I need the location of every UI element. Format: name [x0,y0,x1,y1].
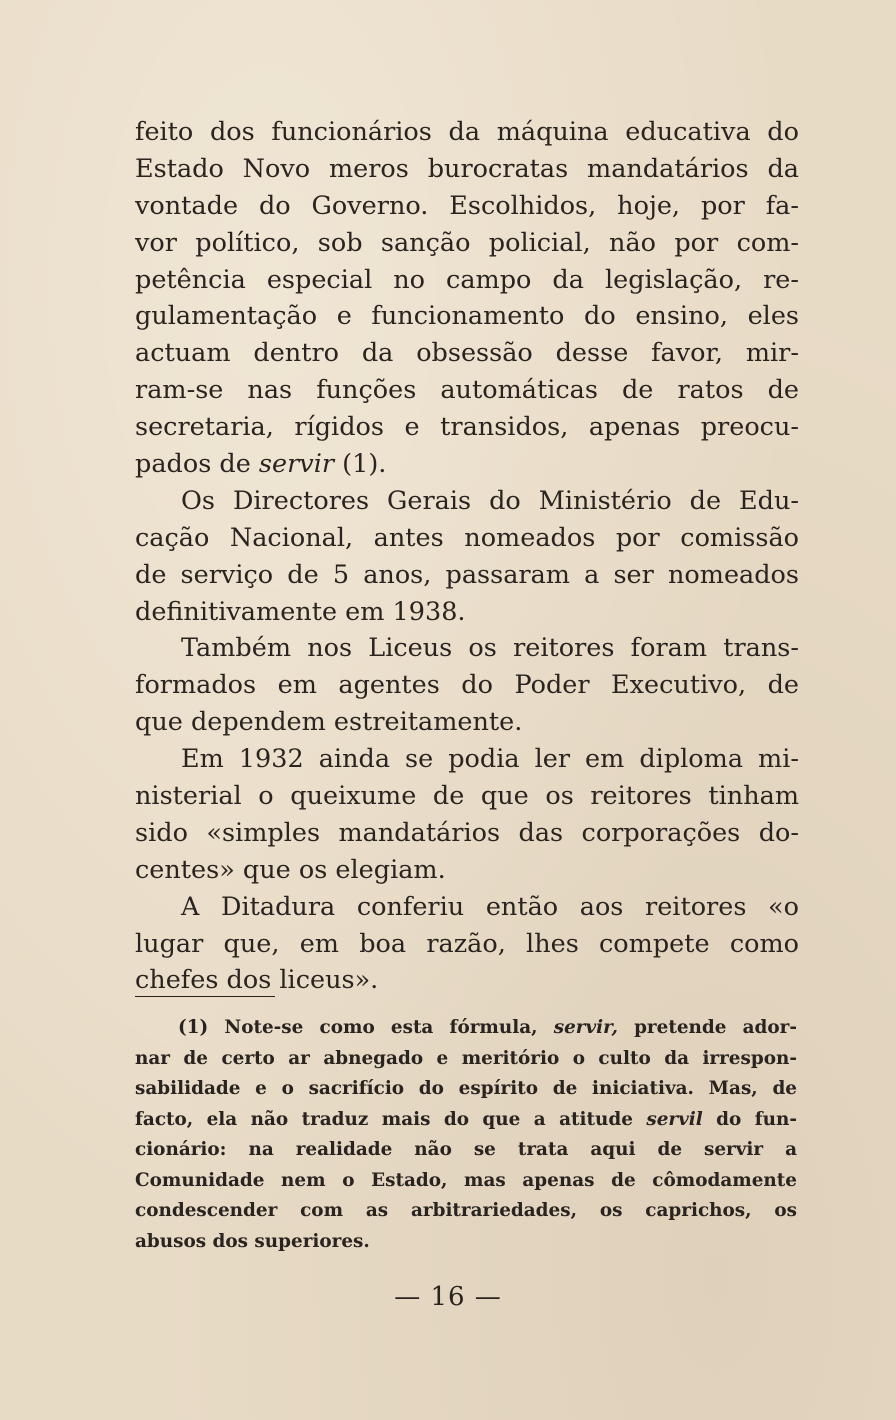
text-line: de serviço de 5 anos, passaram a ser nomeados [135,559,799,590]
text-fragment: facto, ela não traduz mais do que a atitude [135,1108,647,1130]
text-line: vor político, sob sanção policial, não por com- [135,227,799,258]
text-line: feito dos funcionários da máquina educativa do [135,117,799,147]
text-line: secretaria, rígidos e transidos, apenas preocu- [135,412,799,443]
text-line: formados em agentes do Poder Executivo, de [135,670,799,701]
text-line: chefes dos liceus». [135,965,379,996]
text-line: actuam dentro da obsessão desse favor, mir- [135,338,799,369]
page-number: — 16 — [394,1282,502,1312]
text-line: petência especial no campo da legislação, re- [135,264,799,295]
footnote-line: condescender com as arbitrariedades, os caprichos, os [135,1200,797,1221]
emphasis-servil: servil [646,1108,703,1130]
text-fragment: (1) Note-se como esta fórmula, [178,1017,554,1038]
text-line [135,446,799,483]
text-line: centes» que os elegiam. [135,854,446,885]
text-line: ram-se nas funções automáticas de ratos de [135,375,799,406]
text-line: vontade do Governo. Escolhidos, hoje, por fa- [135,190,799,221]
footnote-line: Comunidade nem o Estado, mas apenas de cômodamente [135,1169,797,1191]
text-line: Estado Novo meros burocratas mandatários da [135,153,799,184]
footnote-line: abusos dos superiores. [135,1230,370,1252]
footnote-reference[interactable]: (1). [334,449,387,480]
text-line: Em 1932 ainda se podia ler em diploma mi- [181,744,799,775]
text-line: A Ditadura conferiu então aos reitores «o [181,891,799,922]
text-line: Os Directores Gerais do Ministério de Edu- [181,485,799,516]
footnote-line: cionário: na realidade não se trata aqui de servir a [135,1139,797,1160]
emphasis-servir: servir, [553,1017,618,1038]
text-line: sido «simples mandatários das corporações do- [135,817,799,848]
footnote-line: nar de certo ar abnegado e meritório o culto da irrespon- [135,1047,797,1069]
text-fragment: pados de [135,449,259,480]
footnote-line: sabilidade e o sacrifício do espírito de iniciativa. Mas, de [135,1078,797,1099]
footnote-line [135,1013,797,1044]
text-line: que dependem estreitamente. [135,707,523,738]
emphasis-servir: servir [258,449,335,480]
text-fragment: pretende ador- [617,1017,797,1038]
text-line: Também nos Liceus os reitores foram trans- [181,633,799,664]
text-fragment: do fun- [702,1108,797,1130]
text-line: lugar que, em boa razão, lhes compete como [135,928,799,959]
text-line: definitivamente em 1938. [135,596,466,627]
body-text [135,114,799,999]
text-line: nisterial o queixume de que os reitores tinham [135,781,799,812]
footnote-line [135,1105,797,1136]
footnote-separator [135,996,275,997]
text-line: cação Nacional, antes nomeados por comissão [135,522,799,553]
footnote [135,1013,797,1257]
text-line: gulamentação e funcionamento do ensino, eles [135,301,799,332]
